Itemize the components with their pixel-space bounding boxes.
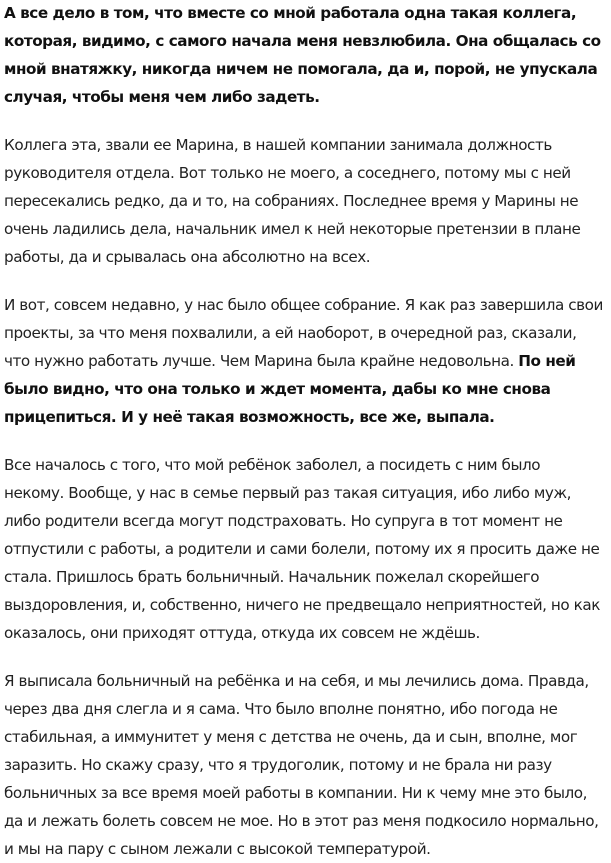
paragraph-5 — [4, 667, 604, 863]
paragraph-4-text: Все началось с того, что мой ребёнок заболел, а посидеть с ним было некому. Вообще, у нас в семье первый раз такая ситуация, ибо либо муж, либо родители всегда могут подстраховать. Но супруга в тот момент не отпустили с работы, а родители и сами болели, потому их я просить даже не стала. Пришлось брать больничный. Начальник пожелал скорейшего выздоровления, и, собственно, ничего не предвещало неприятностей, но как оказалось, они приходят оттуда, откуда их совсем не ждёшь. — [4, 456, 600, 642]
paragraph-3-text: И вот, совсем недавно, у нас было общее собрание. Я как раз завершила свои проекты, за что меня похвалили, а ей наоборот, в очередной раз, сказали, что нужно работать лучше. Чем Марина была крайне недовольна. — [4, 296, 603, 370]
paragraph-5-text: Я выписала больничный на ребёнка и на себя, и мы лечились дома. Правда, через два дня слегла и я сама. Что было вполне понятно, ибо погода не стабильная, а иммунитет у меня с детства не очень, да и сын, вполне, мог заразить. Но скажу сразу, что я трудоголик, потому и не брала ни разу больничных за все время моей работы в компании. Ни к чему мне это было, да и лежать болеть совсем не мое. Но в этот раз меня подкосило нормально, и мы на пару с сыном лежали с высокой температурой. — [4, 672, 599, 858]
paragraph-1-bold-text: А все дело в том, что вместе со мной работала одна такая коллега, которая, видимо, с самого начала меня невзлюбила. Она общалась со мной внатяжку, никогда ничем не помогала, да и, порой, не упускала случая, чтобы меня чем либо задеть. — [4, 4, 601, 106]
paragraph-2 — [4, 131, 604, 271]
paragraph-2-text: Коллега эта, звали ее Марина, в нашей компании занимала должность руководителя отдела. Вот только не моего, а соседнего, потому мы с ней пересекались редко, да и то, на собраниях. Последнее время у Марины не очень ладились дела, начальник имел к ней некоторые претензии в плане работы, да и срывалась она абсолютно на всех. — [4, 136, 581, 266]
paragraph-3 — [4, 291, 604, 431]
paragraph-1 — [4, 0, 604, 111]
paragraph-3-bold-text: По ней было видно, что она только и ждет момента, дабы ко мне снова прицепиться. И у неё такая возможность, все же, выпала. — [4, 352, 576, 426]
paragraph-4 — [4, 451, 604, 647]
